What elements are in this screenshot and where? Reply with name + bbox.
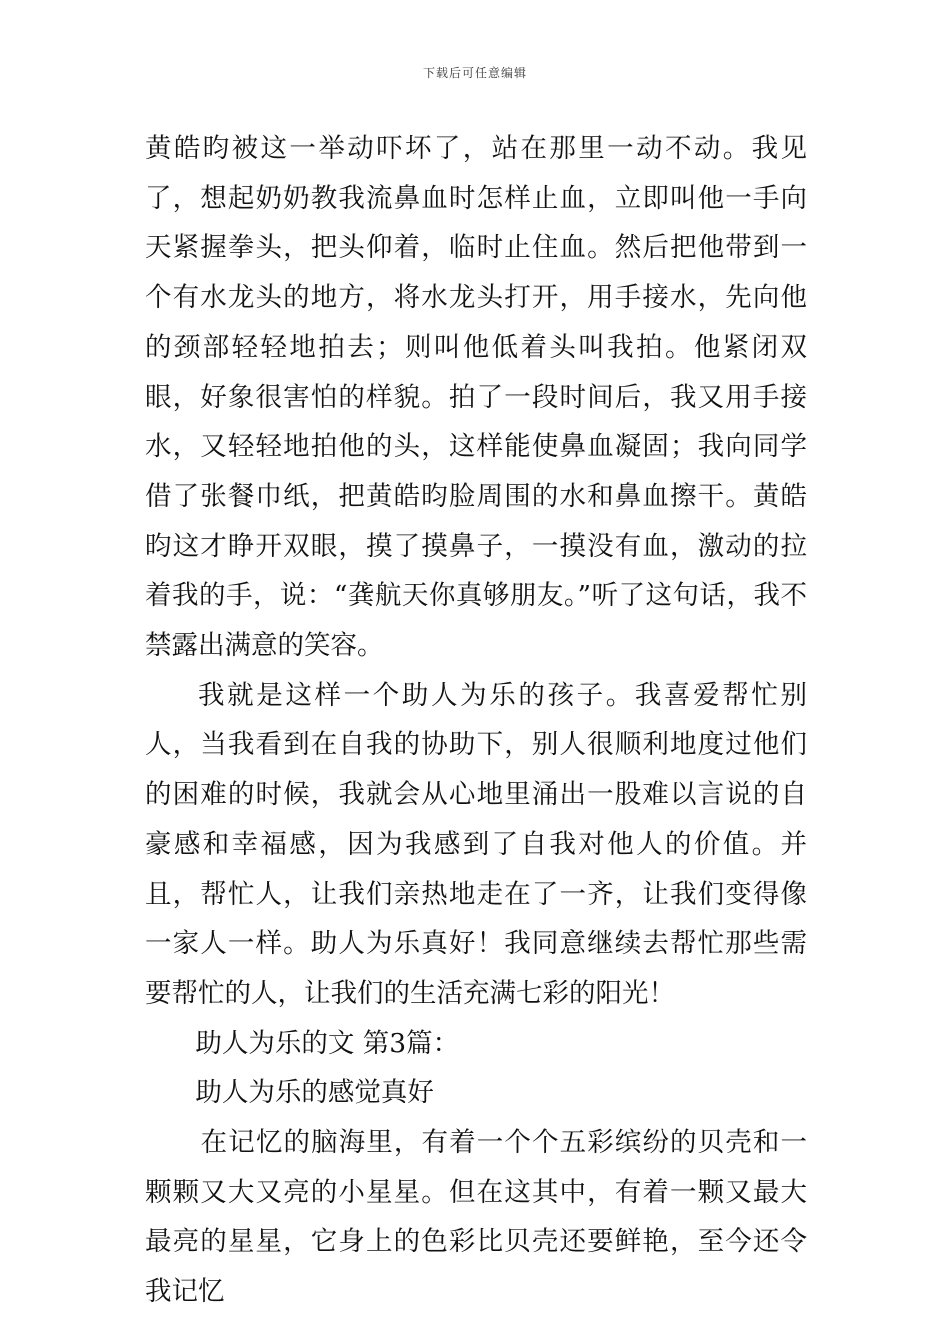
page-header: 下载后可任意编辑 <box>422 66 527 80</box>
paragraph-story-continued: 黄皓昀被这一举动吓坏了，站在那里一动不动。我见了，想起奶奶教我流鼻血时怎样止血，立即叫他一手向天紧握拳头，把头仰着，临时止住血。然后把他带到一个有水龙头的地方，将水龙头打开，用手接水，先向他的颈部轻轻地拍去；则叫他低着头叫我拍。他紧闭双眼，好象很害怕的样貌。拍了一段时间后，我又用手接水，又轻轻地拍他的头，这样能使鼻血凝固；我向同学借了张餐巾纸，把黄皓昀脸周围的水和鼻血擦干。黄皓昀这才睁开双眼，摸了摸鼻子，一摸没有血，激动的拉着我的手，说：“龚航天你真够朋友。”听了这句话，我不禁露出满意的笑容。 <box>145 133 807 662</box>
paragraph-memory: 在记忆的脑海里，有着一个个五彩缤纷的贝壳和一颗颗又大又亮的小星星。但在这其中，有着一颗又最大最亮的星星，它身上的色彩比贝壳还要鲜艳，至今还令我记忆 <box>145 1127 807 1308</box>
paragraph-reflection: 我就是这样一个助人为乐的孩子。我喜爱帮忙别人，当我看到在自我的协助下，别人很顺利地度过他们的困难的时候，我就会从心地里涌出一股难以言说的自豪感和幸福感，因为我感到了自我对他人的价值。并且，帮忙人，让我们亲热地走在了一齐，让我们变得像一家人一样。助人为乐真好！我同意继续去帮忙那些需要帮忙的人，让我们的生活充满七彩的阳光！ <box>145 679 807 1009</box>
section-label: 助人为乐的文 第3篇： <box>195 1027 460 1059</box>
section-title: 助人为乐的感觉真好 <box>195 1077 434 1109</box>
document-body <box>145 124 807 1317</box>
